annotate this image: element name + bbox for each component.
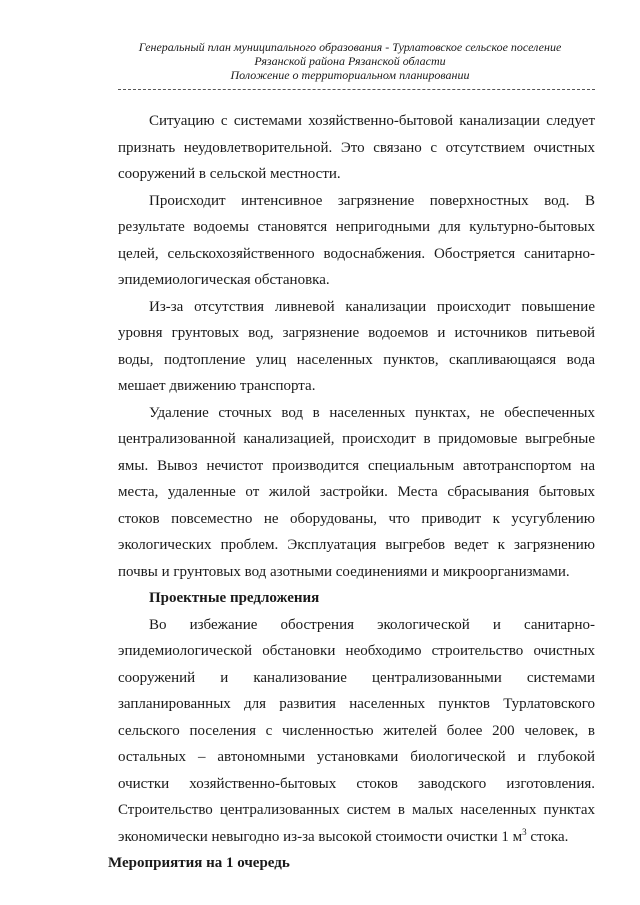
paragraph-surface-water: Происходит интенсивное загрязнение поверхностных вод. В результате водоемы становятся непригодными для культурно-бытовых целей, сельскохозяйственного водоснабжения. Обостряется санитарно-эпидемиологическая обстановка. — [118, 192, 595, 288]
cubic-superscript: 3 — [522, 826, 527, 837]
proposals-text: Во избежание обострения экологической и санитарно-эпидемиологической обстановки необходимо строительство очистных сооружений и канализование централизованными системами запланированных для развития населенных пунктов Турлатовского сельского поселения с численностью жителей более 200 человек, в остальных – автономными установками биологической и глубокой очистки хозяйственно-бытовых стоков заводского изготовления. Строительство централизованных систем в малых населенных пунктах экономически невыгодно из-за высокой стоимости очистки 1 м — [118, 616, 595, 845]
header-divider — [118, 89, 595, 90]
section-heading-first-stage: Мероприятия на 1 очередь — [108, 855, 290, 871]
header-line-section: Положение о территориальном планировании — [230, 68, 470, 82]
running-header — [100, 40, 600, 82]
paragraph-wastewater-removal: Удаление сточных вод в населенных пунктах, не обеспеченных централизованной канализацией, происходит в придомовые выгребные ямы. Вывоз нечистот производится специальным автотранспортом на места, удаленные от жилой застройки. Места сбрасывания бытовых стоков повсеместно не оборудованы, что приводит к усугублению экологических проблем. Эксплуатация выгребов ведет к загрязнению почвы и грунтовых вод азотными соединениями и микроорганизмами. — [118, 404, 595, 580]
document-body — [108, 108, 595, 877]
paragraph-storm-drainage: Из-за отсутствия ливневой канализации происходит повышение уровня грунтовых вод, загрязнение водоемов и источников питьевой воды, подтопление улиц населенных пунктов, скапливающаяся вода мешает движению транспорта. — [118, 298, 595, 394]
proposals-text-end: стока. — [526, 828, 569, 845]
header-line-region: Рязанской района Рязанской области — [254, 54, 446, 68]
header-line-title: Генеральный план муниципального образования - Турлатовское сельское поселение — [138, 40, 562, 54]
paragraph-sewage-situation: Ситуацию с системами хозяйственно-бытовой канализации следует признать неудовлетворительной. Это связано с отсутствием очистных сооружений в сельской местности. — [118, 113, 595, 182]
section-heading-proposals: Проектные предложения — [149, 590, 320, 606]
paragraph-proposals — [118, 612, 595, 851]
